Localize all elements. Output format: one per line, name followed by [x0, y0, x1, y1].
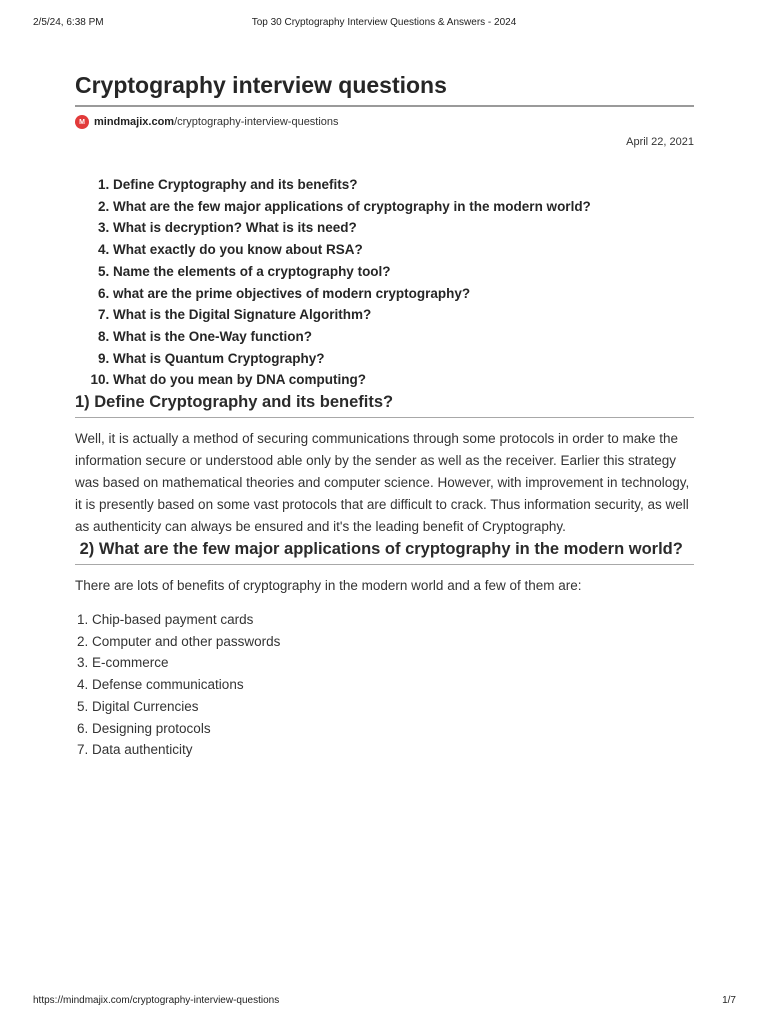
section-2-heading: 2) What are the few major applications of cryptography in the modern world?	[75, 538, 694, 565]
toc-item[interactable]: 4. What exactly do you know about RSA?	[113, 239, 694, 261]
toc-item[interactable]: 7. What is the Digital Signature Algorithm?	[113, 304, 694, 326]
article-date: April 22, 2021	[626, 136, 694, 148]
print-footer	[0, 995, 768, 1009]
article-title: Cryptography interview questions	[75, 70, 694, 107]
toc-item[interactable]: 5. Name the elements of a cryptography tool?	[113, 261, 694, 283]
source-line	[75, 114, 694, 130]
toc-item[interactable]: 3. What is decryption? What is its need?	[113, 217, 694, 239]
section-1-heading: 1) Define Cryptography and its benefits?	[75, 391, 694, 418]
list-item: 3. E-commerce	[92, 652, 694, 674]
print-header	[0, 17, 768, 31]
page-number: 1/7	[722, 995, 736, 1006]
list-item: 4. Defense communications	[92, 674, 694, 696]
source-link[interactable]	[94, 116, 339, 128]
list-item: 7. Data authenticity	[92, 739, 694, 761]
print-doc-title: Top 30 Cryptography Interview Questions & Answers - 2024	[251, 17, 517, 28]
print-date: 2/5/24, 6:38 PM	[33, 17, 104, 28]
section-2-intro: There are lots of benefits of cryptography in the modern world and a few of them are:	[75, 578, 582, 594]
toc-item[interactable]: 9. What is Quantum Cryptography?	[113, 348, 694, 370]
toc-item[interactable]: 10. What do you mean by DNA computing?	[113, 369, 694, 391]
toc-item[interactable]: 2. What are the few major applications of cryptography in the modern world?	[113, 196, 694, 218]
list-item: 1. Chip-based payment cards	[92, 609, 694, 631]
list-item: 5. Digital Currencies	[92, 696, 694, 718]
article	[75, 70, 694, 761]
toc-item[interactable]: 1. Define Cryptography and its benefits?	[113, 174, 694, 196]
mindmajix-logo-icon: M	[75, 115, 89, 129]
list-item: 2. Computer and other passwords	[92, 631, 694, 653]
list-item: 6. Designing protocols	[92, 718, 694, 740]
print-url: https://mindmajix.com/cryptography-interview-questions	[33, 995, 280, 1006]
section-1-body: Well, it is actually a method of securing communications through some protocols in order to make the information secure or understood able only by the sender as well as the receiver. Earlier this strategy was based on mathematical theories and computer science. However, with improvement in technology, it is presently based on some vast protocols that are difficult to crack. Thus information security, as well as authenticity can always be ensured and it's the leading benefit of Cryptography.	[75, 431, 690, 535]
source-domain: mindmajix.com	[94, 116, 175, 128]
toc-item[interactable]: 8. What is the One-Way function?	[113, 326, 694, 348]
toc-item[interactable]: 6. what are the prime objectives of modern cryptography?	[113, 283, 694, 305]
toc-list	[75, 174, 694, 391]
source-path: /cryptography-interview-questions	[174, 116, 339, 128]
applications-list	[75, 609, 694, 761]
